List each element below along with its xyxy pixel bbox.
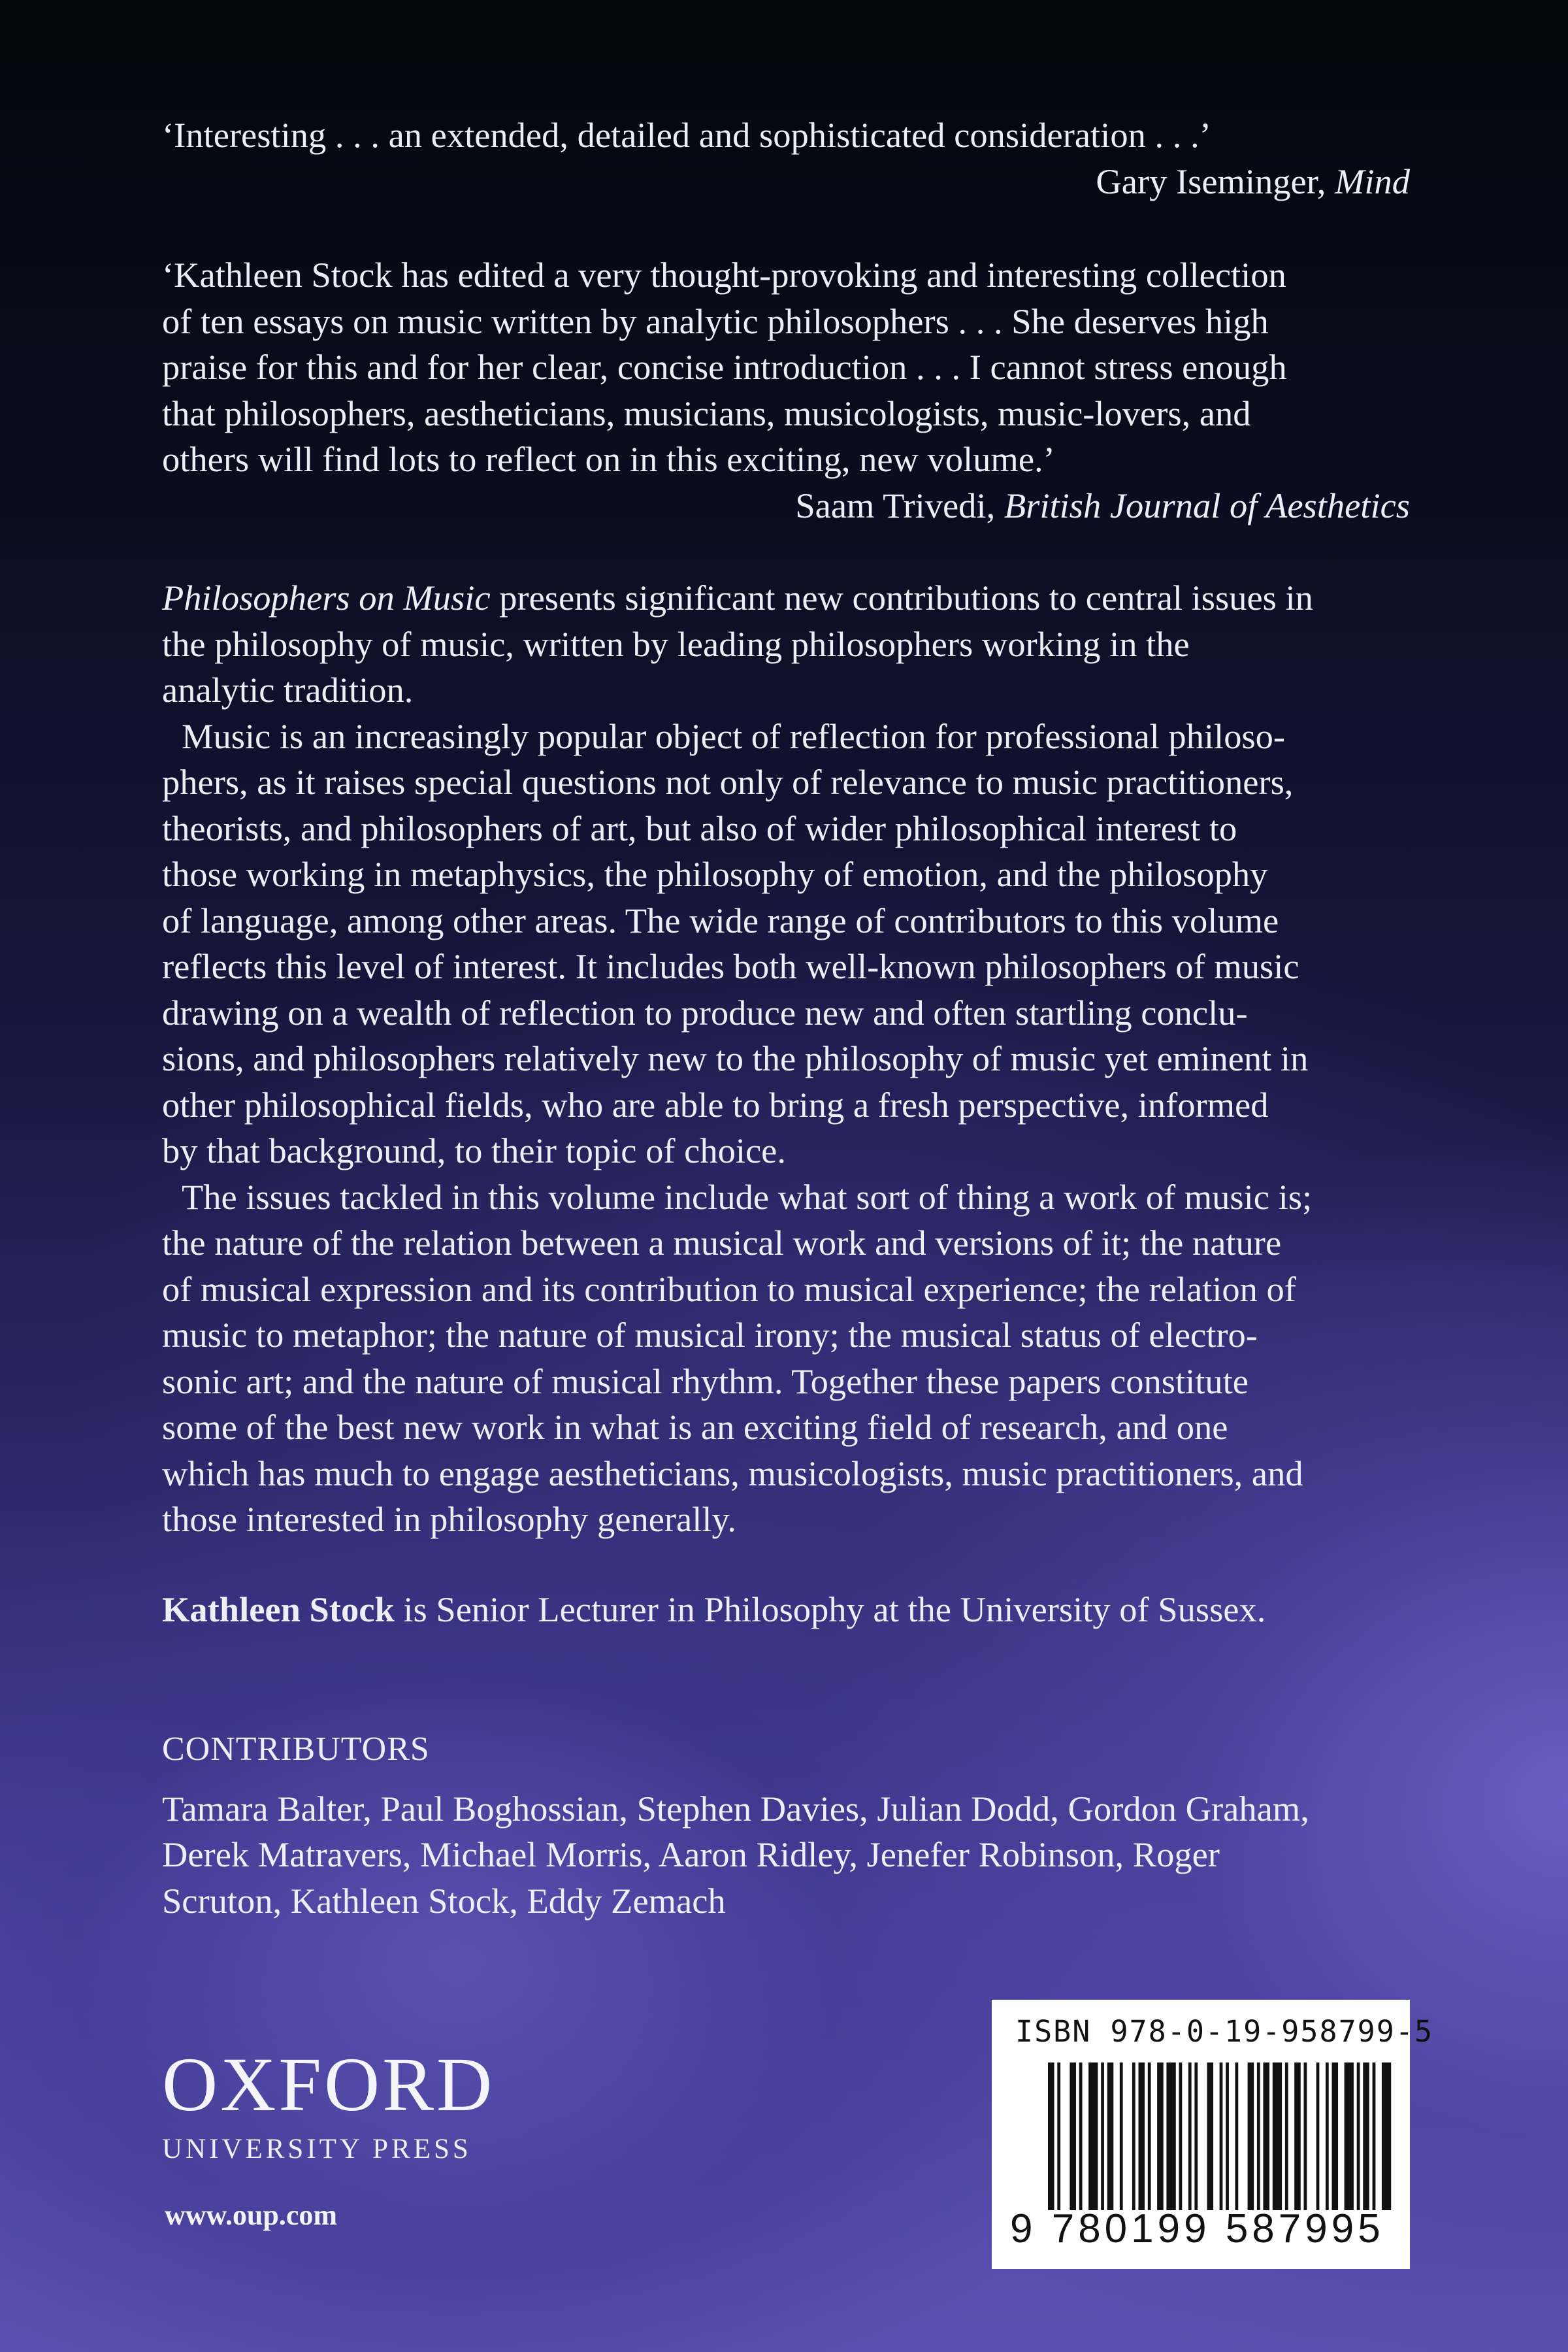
description-line: which has much to engage aestheticians, musicologists, music practitioners, and <box>162 1453 1303 1493</box>
editor-bio-text: is Senior Lecturer in Philosophy at the University of Sussex. <box>394 1589 1266 1629</box>
oxford-logo <box>162 2042 528 2165</box>
review-1 <box>162 112 1410 205</box>
contributors-heading: CONTRIBUTORS <box>162 1731 430 1768</box>
oxford-subtitle: UNIVERSITY PRESS <box>162 2134 472 2164</box>
description-line: the philosophy of music, written by leading philosophers working in the <box>162 623 1190 664</box>
review-2-line: of ten essays on music written by analytic philosophers . . . She deserves high <box>162 301 1269 341</box>
contributors-section <box>162 1727 1410 1924</box>
description-line: some of the best new work in what is an exciting field of research, and one <box>162 1407 1228 1447</box>
review-2-author: Saam Trivedi, <box>795 485 1004 525</box>
isbn-barcode <box>992 2000 1434 2269</box>
review-2-source: British Journal of Aesthetics <box>1004 485 1410 525</box>
description-line: of musical expression and its contribution to musical experience; the relation of <box>162 1268 1296 1309</box>
description-line: reflects this level of interest. It includes both well-known philosophers of music <box>162 946 1299 986</box>
ean-digits: 9 780199 587995 <box>1010 2206 1384 2251</box>
description-text: presents significant new contributions to central issues in <box>490 578 1313 618</box>
review-1-attribution <box>162 159 1410 205</box>
contributors-line: Derek Matravers, Michael Morris, Aaron Ridley, Jenefer Robinson, Roger <box>162 1834 1220 1874</box>
description-line: Music is an increasingly popular object of reflection for professional philoso- <box>182 716 1286 756</box>
description-line: phers, as it raises special questions not only of relevance to music practitioners, <box>162 762 1294 802</box>
editor-bio <box>162 1587 1410 1633</box>
publisher-url[interactable]: www.oup.com <box>165 2199 338 2231</box>
review-1-quote: ‘Interesting . . . an extended, detailed and sophisticated consideration . . .’ <box>162 115 1211 155</box>
description-line <box>162 575 1410 621</box>
description-line: The issues tackled in this volume include what sort of thing a work of music is; <box>182 1176 1313 1217</box>
description-line: music to metaphor; the nature of musical irony; the musical status of electro- <box>162 1315 1258 1355</box>
contributors-line: Scruton, Kathleen Stock, Eddy Zemach <box>162 1880 726 1921</box>
description-line: by that background, to their topic of choice. <box>162 1131 786 1170</box>
description-line: the nature of the relation between a musical work and versions of it; the nature <box>162 1223 1282 1263</box>
description-line: sonic art; and the nature of musical rhythm. Together these papers constitute <box>162 1361 1249 1401</box>
review-2 <box>162 252 1410 529</box>
book-title: Philosophers on Music <box>162 578 491 618</box>
review-2-line: that philosophers, aestheticians, musicians, musicologists, music-lovers, and <box>162 393 1251 433</box>
description-line: other philosophical fields, who are able to bring a fresh perspective, informed <box>162 1084 1269 1125</box>
review-2-line: ‘Kathleen Stock has edited a very thought-provoking and interesting collection <box>162 255 1286 295</box>
review-2-attribution <box>162 483 1410 529</box>
description-line: those working in metaphysics, the philosophy of emotion, and the philosophy <box>162 854 1268 894</box>
description-line: sions, and philosophers relatively new to the philosophy of music yet eminent in <box>162 1038 1309 1078</box>
barcode-icon <box>1048 2062 1394 2210</box>
description-line: those interested in philosophy generally. <box>162 1499 736 1539</box>
review-2-line: others will find lots to reflect on in this exciting, new volume.’ <box>162 439 1055 479</box>
review-1-source: Mind <box>1334 161 1410 201</box>
isbn-text: ISBN 978-0-19-958799-5 <box>1015 2014 1434 2049</box>
review-2-line: praise for this and for her clear, concise introduction . . . I cannot stress enough <box>162 347 1287 387</box>
editor-bio-line <box>162 1587 1410 1633</box>
editor-name: Kathleen Stock <box>162 1589 395 1629</box>
description-line: analytic tradition. <box>162 670 414 710</box>
description-line: drawing on a wealth of reflection to produce new and often startling conclu- <box>162 992 1248 1033</box>
description-line: theorists, and philosophers of art, but also of wider philosophical interest to <box>162 808 1237 848</box>
contributors-line: Tamara Balter, Paul Boghossian, Stephen Davies, Julian Dodd, Gordon Graham, <box>162 1788 1309 1829</box>
oxford-wordmark: OXFORD <box>162 2042 495 2127</box>
review-1-author: Gary Iseminger, <box>1096 161 1335 201</box>
description-line: of language, among other areas. The wide range of contributors to this volume <box>162 900 1279 940</box>
book-description <box>162 575 1410 1543</box>
